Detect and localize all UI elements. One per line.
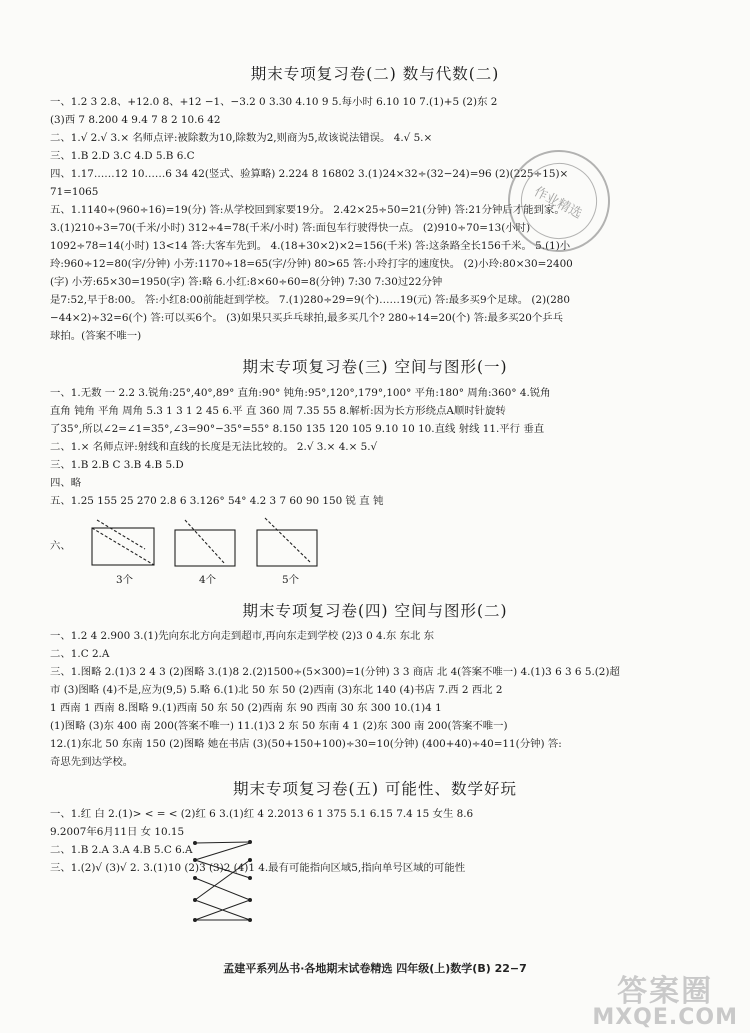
text-line: 3.(1)210÷3=70(千米/小时) 312÷4=78(千米/小时) 答:面包车行驶得快一点。 (2)910÷70=13(小时) [50, 222, 531, 234]
text-line: 三、1.B 2.B C 3.B 4.B 5.D [50, 459, 184, 471]
text-line: −44×2)÷32=6(个) 答:可以买6个。 (3)如果只买乒乓球拍,最多买几个? 280÷14=20(个) 答:最多买20个乒乓 [50, 312, 564, 324]
text-line: 玲:960÷12=80(字/分钟) 小芳:1170÷18=65(字/分钟) 80>65 答:小玲打字的速度快。 (2)小玲:80×30=2400 [50, 258, 573, 270]
part6-label: 六、 [50, 540, 71, 552]
stamp-text: 作业精选 [508, 150, 611, 253]
text-line: (1)图略 (3)东 400 南 200(答案不唯一) 11.(1)3 2 东 50 东南 4 1 (2)东 300 南 200(答案不唯一) [50, 720, 508, 732]
text-line: 五、1.25 155 25 270 2.8 6 3.126° 54° 4.2 3 7 60 90 150 锐 直 钝 [50, 495, 384, 507]
text-line: 五、1.1140÷(960÷16)=19(分) 答:从学校回到家要19分。 2.42×25÷50=21(分钟) 答:21分钟后才能到家。 [50, 204, 565, 216]
text-line: 四、1.17……12 10……6 34 42(竖式、验算略) 2.224 8 16802 3.(1)24×32÷(32−24)=96 (2)(225÷15)× [50, 168, 569, 180]
section-title-3: 期末专项复习卷(三) 空间与图形(一) [242, 358, 508, 376]
text-line: 一、1.2 3 2.8、+12.0 8、+12 −1、−3.2 0 3.30 4.10 9 5.每小时 6.10 10 7.(1)+5 (2)东 2 [50, 96, 498, 108]
text-line: (3)西 7 8.200 4 9.4 7 8 2 10.6 42 [50, 114, 221, 126]
text-line: 一、1.无数 一 2.2 3.锐角:25°,40°,89° 直角:90° 钝角:95°,120°,179°,100° 平角:180° 周角:360° 4.锐角 [50, 387, 551, 399]
text-line: 二、1.B 2.A 3.A 4.B 5.C 6.A [50, 844, 193, 856]
diagonal-1b [97, 520, 145, 549]
match-line [195, 878, 250, 900]
text-line: 三、1.图略 2.(1)3 2 4 3 (2)图略 3.(1)8 2.(2)1500÷(5×300)=1(分钟) 3 3 商店 北 4(答案不唯一) 4.(1)3 6 3 6 5.(2)超 [50, 666, 620, 678]
text-line: 三、1.(2)√ (3)√ 2. 3.(1)10 (2)3 (3)2 (4)1 4.最有可能指向区域5,指向单号区域的可能性 [50, 862, 466, 874]
watermark-url: MXQE.COM [592, 1005, 738, 1030]
caption-3: 3个 [116, 574, 134, 586]
text-line: (字) 小芳:65×30=1950(字) 答:略 6.小红:8×60÷60=8(分钟) 7:30 7:30过22分钟 [50, 276, 443, 288]
watermark-logo [592, 974, 738, 1030]
text-line: 二、1.× 名师点评:射线和直线的长度是无法比较的。 2.√ 3.× 4.× 5.√ [50, 441, 378, 453]
text-line: 1092÷78=14(小时) 13<14 答:大客车先到。 4.(18+30×2)×2=156(千米) 答:这条路全长156千米。 5.(1)小 [50, 240, 571, 252]
text-line: 是7:52,早于8:00。 答:小红8:00前能赶到学校。 7.(1)280÷29=9(个)……19(元) 答:最多买9个足球。 (2)(280 [50, 294, 571, 306]
section-title-5: 期末专项复习卷(五) 可能性、数学好玩 [232, 780, 518, 798]
text-line: 二、1.C 2.A [50, 648, 110, 660]
text-line: 71=1065 [50, 186, 99, 198]
text-line: 了35°,所以∠2=∠1=35°,∠3=90°−35°=55° 8.150 135 120 105 9.10 10 10.直线 射线 11.平行 垂直 [50, 423, 545, 435]
caption-5: 5个 [282, 574, 300, 586]
caption-4: 4个 [199, 574, 217, 586]
diagonal-1a [92, 528, 154, 565]
page-footer: 孟建平系列丛书·各地期末试卷精选 四年级(上)数学(B) 22−7 [223, 962, 527, 975]
text-line: 三、1.B 2.D 3.C 4.D 5.B 6.C [50, 150, 195, 162]
diagonal-3 [265, 518, 310, 562]
text-line: 市 (3)图略 (4)不是,应为(9,5) 5.略 6.(1)北 50 东 50 (2)西南 (3)东北 140 (4)书店 7.西 2 西北 2 [50, 684, 503, 696]
diagonal-2 [185, 520, 225, 564]
rectangle-2 [175, 530, 235, 566]
watermark-title: 答案圈 [617, 974, 714, 1009]
text-line: 一、1.红 白 2.(1)> < = < (2)红 6 3.(1)红 4 2.2013 6 1 375 5.1 6.15 7.4 15 女生 8.6 [50, 808, 474, 820]
text-line: 二、1.√ 2.√ 3.× 名师点评:被除数为10,除数为2,则商为5,故该说法错误。 4.√ 5.× [50, 132, 433, 144]
text-line: 一、1.2 4 2.900 3.(1)先向东北方向走到超市,再向东走到学校 (2)3 0 4.东 东北 东 [50, 630, 435, 642]
section-title-2: 期末专项复习卷(二) 数与代数(二) [250, 65, 500, 83]
section-title-4: 期末专项复习卷(四) 空间与图形(二) [242, 602, 508, 620]
text-line: 奇思先到达学校。 [50, 756, 134, 768]
text-line: 12.(1)东北 50 东南 150 (2)图略 她在书店 (3)(50+150+100)÷30=10(分钟) (400+40)÷40=11(分钟) 答: [50, 738, 562, 750]
text-line: 球拍。(答案不唯一) [50, 330, 142, 342]
text-line: 直角 钝角 平角 周角 5.3 1 3 1 2 45 6.平 直 360 周 7.35 55 8.解析:因为长方形绕点A顺时针旋转 [50, 405, 506, 417]
text-line: 9.2007年6月11日 女 10.15 [50, 826, 185, 838]
text-line: 1 西南 1 西南 8.图略 9.(1)西南 50 东 50 (2)西南 东 90 西南 30 东 300 10.(1)4 1 [50, 702, 442, 714]
text-line: 四、略 [50, 477, 82, 489]
